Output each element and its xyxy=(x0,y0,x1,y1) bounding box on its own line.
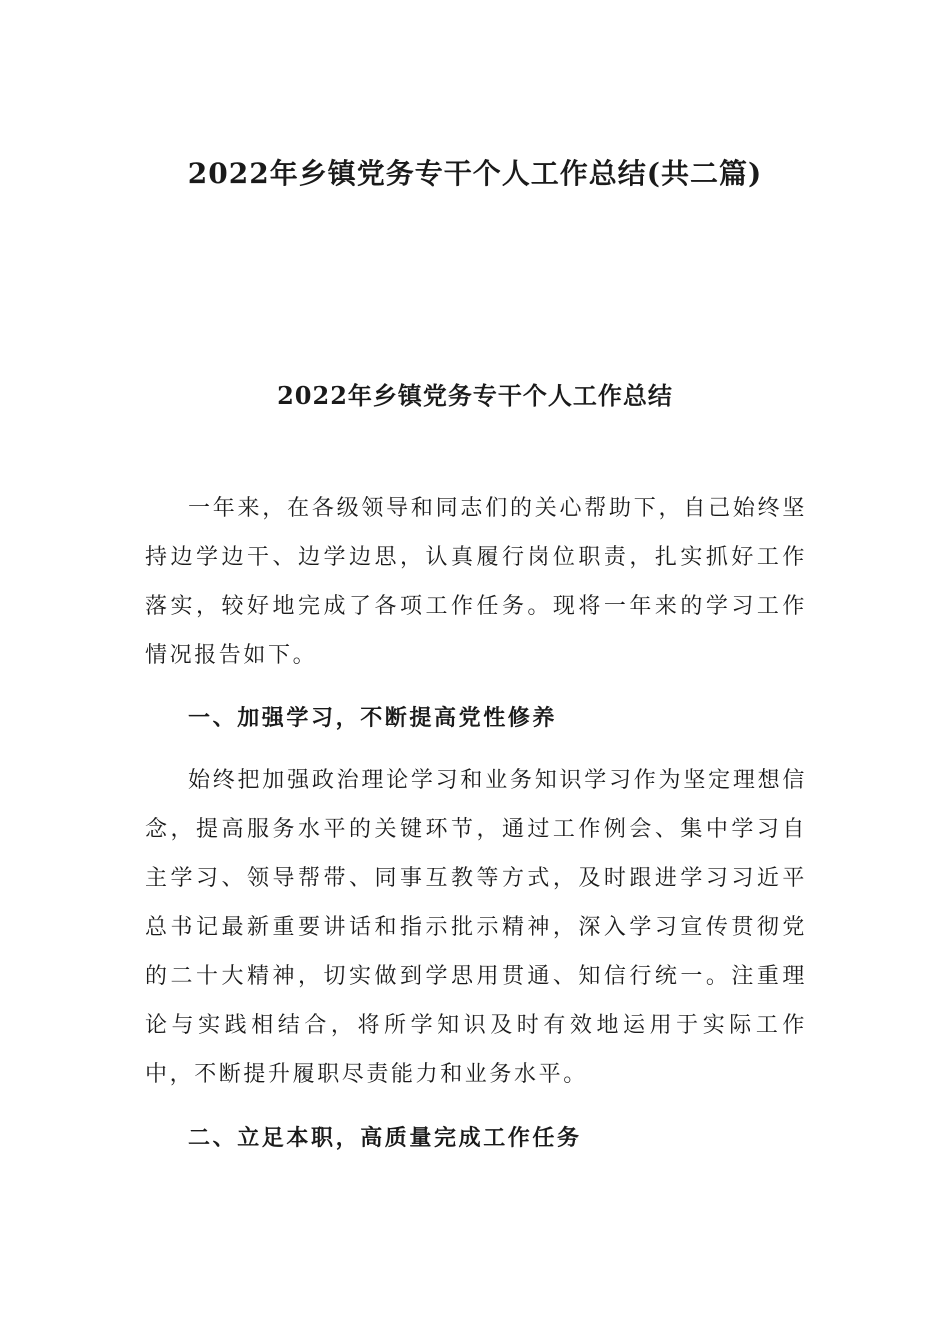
section-heading-2: 二、立足本职，高质量完成工作任务 xyxy=(188,1125,582,1151)
document-title: 2022年乡镇党务专干个人工作总结(共二篇) xyxy=(187,157,763,190)
section-1-paragraph: 始终把加强政治理论学习和业务知识学习作为坚定理想信念，提高服务水平的关键环节，通过工作例会、集中学习自主学习、领导帮带、同事互教等方式，及时跟进学习习近平总书记最新重要讲话和指示批示精神，深入学习宣传贯彻党的二十大精神，切实做到学思用贯通、知信行统一。注重理论与实践相结合，将所学知识及时有效地运用于实际工作中，不断提升履职尽责能力和业务水平。 xyxy=(145,768,807,1087)
intro-paragraph: 一年来，在各级领导和同志们的关心帮助下，自己始终坚持边学边干、边学边思，认真履行岗位职责，扎实抓好工作落实，较好地完成了各项工作任务。现将一年来的学习工作情况报告如下。 xyxy=(145,496,807,668)
section-title: 2022年乡镇党务专干个人工作总结 xyxy=(277,381,673,410)
section-heading-1: 一、加强学习，不断提高党性修养 xyxy=(188,705,558,731)
